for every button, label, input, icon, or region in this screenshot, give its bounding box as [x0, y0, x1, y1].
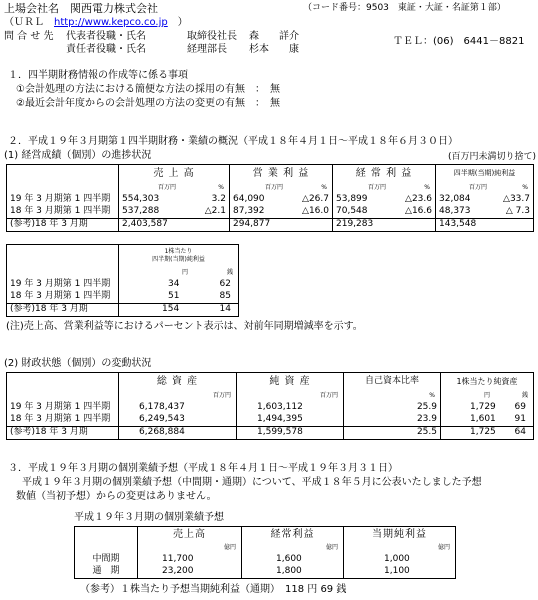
table-row: 通 期 23,200 1,800 1,100 — [75, 566, 456, 579]
table-row: 19 年 3 月期第 1 四半期 34 62 — [7, 279, 239, 291]
financial-position-table: 総 資 産 純 資 産 自己資本比率 1株当たり純資産 百万円 百万円 % 円 銭 19 年 3 月期第 1 四半期 6,178,437 1,603,112 25.9 1,729 69 18 年 3 月期第 1 四半期 6,249,543 1,494,395 23.9 1,601 91 (参考)18 年 3 月期 6,268,884 1,599,578 25.5 1,725 64 — [6, 372, 534, 440]
table-row: 19 年 3 月期第 1 四半期 554,303 3.2 64,090 △26.7 53,899 △23.6 32,084 △33.7 — [7, 194, 534, 206]
section1-item1: ①会計処理の方法における簡便な方法の採用の有無 ： 無 — [16, 84, 280, 95]
header-forecast-ordinary: 経常利益 — [242, 527, 344, 542]
unit-note: (百万円未満切り捨て) — [448, 152, 537, 162]
table-row: 18 年 3 月期第 1 四半期 6,249,543 1,494,395 23.9 1,601 91 — [7, 414, 534, 427]
unit-cell: 百万円 % — [436, 182, 534, 194]
section1-item2: ②最近会計年度からの会計処理の方法の変更の有無 ： 無 — [16, 98, 280, 109]
unit-cell: 百万円 % — [333, 182, 436, 194]
header-operating-income: 営 業 利 益 — [230, 165, 333, 182]
forecast-footnote: （参考）１株当たり予想当期純利益（通期） 118 円 69 銭 — [80, 584, 347, 595]
header-total-assets: 総 資 産 — [119, 373, 237, 390]
company-label: 上場会社名 関西電力株式会社 — [4, 2, 158, 15]
rep-name: 森 詳介 — [249, 31, 299, 42]
table-row: (参考)18 年 3 月期 154 14 — [7, 303, 239, 316]
header-forecast-sales: 売上高 — [138, 527, 242, 542]
table-row: 19 年 3 月期第 1 四半期 6,178,437 1,603,112 25.9 1,729 69 — [7, 402, 534, 414]
operating-results-table — [6, 164, 534, 232]
note: (注)売上高、営業利益等におけるパーセント表示は、対前年同期増減率を示す。 — [6, 321, 363, 332]
forecast-table: 売上高 経常利益 当期純利益 億円 億円 億円 中間期 11,700 1,600 1,000 通 期 23,200 1,800 1,100 — [74, 526, 456, 579]
rep-label: 代表者役職・氏名 — [66, 31, 146, 42]
eps-header: 1株当たり 四半期(当期)純利益 — [119, 245, 239, 267]
unit-cell: 百万円 % — [230, 182, 333, 194]
results-subtitle: (1) 経営成績（個別）の進捗状況 — [4, 150, 152, 161]
resp-name: 杉本 康 — [249, 44, 299, 55]
header-equity-ratio: 自己資本比率 — [344, 373, 441, 390]
table-row: (参考)18 年 3 月期 6,268,884 1,599,578 25.5 1,725 64 — [7, 426, 534, 439]
website-link[interactable]: http://www.kepco.co.jp — [54, 17, 168, 28]
url-line: （ＵＲＬ http://www.kepco.co.jp ） — [4, 17, 188, 28]
table-row: 中間期 11,700 1,600 1,000 — [75, 554, 456, 566]
table-row: 18 年 3 月期第 1 四半期 537,288 △2.1 87,392 △16.0 70,548 △16.6 48,373 △ 7.3 — [7, 206, 534, 219]
contact-label: 問 合 せ 先 — [4, 31, 54, 42]
header-net-assets: 純 資 産 — [237, 373, 344, 390]
table-row: 18 年 3 月期第 1 四半期 51 85 — [7, 291, 239, 304]
unit-cell: 百万円 % — [119, 182, 230, 194]
resp-label: 責任者役職・氏名 — [66, 44, 146, 55]
tel: ＴＥＬ：(06) 6441－8821 — [393, 36, 525, 47]
resp-title: 経理部長 — [187, 44, 227, 55]
header-sales: 売 上 高 — [119, 165, 230, 182]
section2-title: ２．平成１９年３月期第１四半期財務・業績の概況（平成１８年４月１日～平成１８年６月３０日） — [8, 136, 458, 147]
rep-title: 取締役社長 — [187, 31, 237, 42]
section1-title: １．四半期財務情報の作成等に係る事項 — [8, 70, 188, 81]
forecast-table-title: 平成１９年３月期の個別業績予想 — [74, 512, 224, 523]
header-ordinary-income: 経 常 利 益 — [333, 165, 436, 182]
section3-title: ３．平成１９年３月期の個別業績予想（平成１８年４月１日～平成１９年３月３１日） — [8, 463, 398, 474]
header-bps: 1株当たり純資産 — [441, 373, 534, 390]
section3-body2: 数値（当初予想）からの変更はありません。 — [16, 491, 217, 502]
eps-table: 1株当たり 四半期(当期)純利益 円 銭 19 年 3 月期第 1 四半期 34 62 18 年 3 月期第 1 四半期 51 85 (参考)18 年 3 月期 154 14 — [6, 244, 239, 317]
header-net-income: 四半期(当期)純利益 — [436, 165, 534, 182]
section3-body1: 平成１９年３月期の個別業績予想（中間期・通期）について、平成１８年５月に公表いたしました予想 — [22, 477, 482, 488]
company-name: 関西電力株式会社 — [70, 2, 158, 15]
code-info: （コード番号：9503 東証・大証・名証第１部） — [303, 3, 506, 13]
financial-subtitle: (2) 財政状態（個別）の変動状況 — [4, 358, 152, 369]
header-blank — [7, 165, 119, 182]
table-row: (参考)18 年 3 月期 2,403,587 294,877 219,283 143,548 — [7, 218, 534, 231]
header-forecast-net: 当期純利益 — [344, 527, 456, 542]
